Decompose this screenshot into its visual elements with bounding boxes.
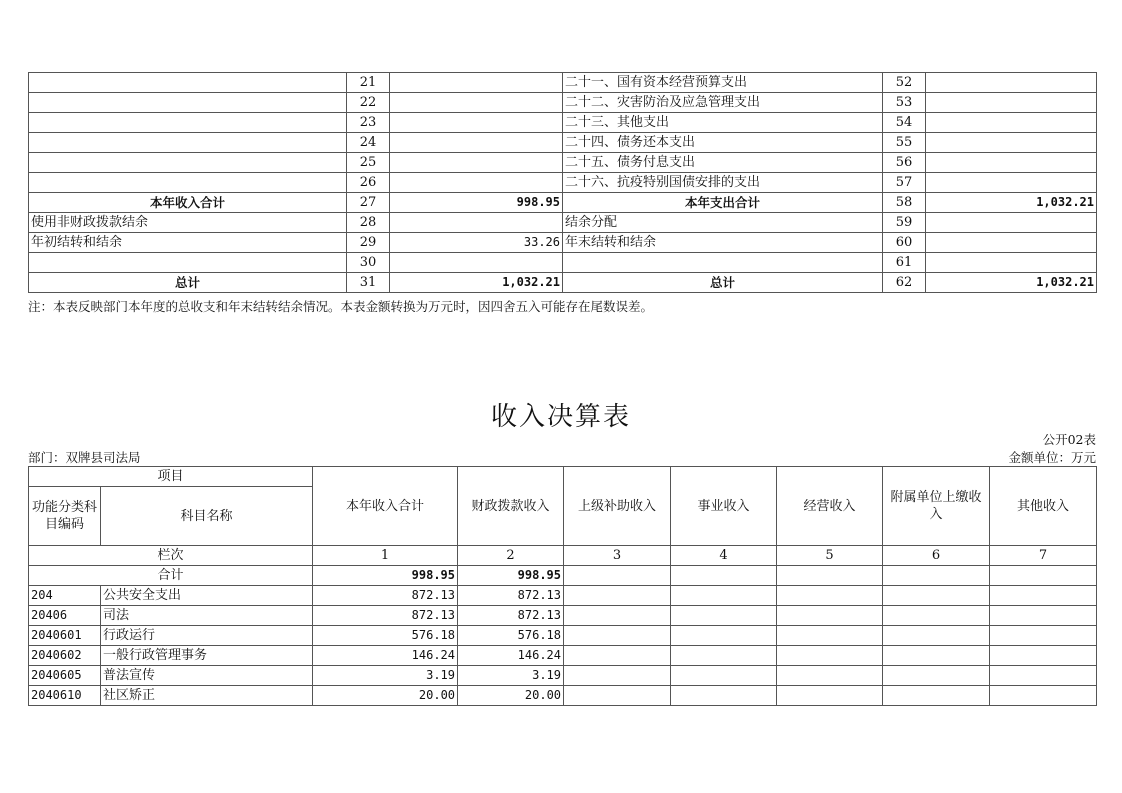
expense-amount: [926, 133, 1097, 153]
expense-item: 结余分配: [563, 213, 883, 233]
column-index: 7: [990, 546, 1097, 566]
expense-line-no: 62: [883, 273, 926, 293]
empty-cell: [564, 666, 671, 686]
header-superior: 上级补助收入: [564, 467, 671, 546]
expense-line-no: 60: [883, 233, 926, 253]
total-amount: 998.95: [313, 566, 458, 586]
subject-code: 2040602: [29, 646, 101, 666]
expense-amount: [926, 253, 1097, 273]
column-index: 3: [564, 546, 671, 566]
income-line-no: 24: [347, 133, 390, 153]
subject-code: 2040605: [29, 666, 101, 686]
expense-line-no: 59: [883, 213, 926, 233]
empty-cell: [883, 666, 990, 686]
empty-cell: [990, 626, 1097, 646]
column-index: 4: [671, 546, 777, 566]
expense-item: 二十四、债务还本支出: [563, 133, 883, 153]
expense-line-no: 54: [883, 113, 926, 133]
income-line-no: 30: [347, 253, 390, 273]
header-operating: 经营收入: [777, 467, 883, 546]
empty-cell: [671, 686, 777, 706]
fiscal-income: 3.19: [458, 666, 564, 686]
empty-cell: [883, 566, 990, 586]
empty-cell: [564, 686, 671, 706]
header-fiscal: 财政拨款收入: [458, 467, 564, 546]
empty-cell: [883, 646, 990, 666]
expense-item: 二十五、债务付息支出: [563, 153, 883, 173]
income-total: 20.00: [313, 686, 458, 706]
fiscal-income: 20.00: [458, 686, 564, 706]
expense-item: 二十二、灾害防治及应急管理支出: [563, 93, 883, 113]
table-row: [29, 273, 1097, 293]
income-item: 总计: [29, 273, 347, 293]
summary-table: [28, 72, 1097, 293]
expense-line-no: 56: [883, 153, 926, 173]
income-line-no: 26: [347, 173, 390, 193]
income-item: [29, 73, 347, 93]
table-row: [29, 113, 1097, 133]
table-row: [29, 626, 1097, 646]
table-row: [29, 133, 1097, 153]
expense-amount: [926, 233, 1097, 253]
subject-name: 行政运行: [101, 626, 313, 646]
income-line-no: 31: [347, 273, 390, 293]
empty-cell: [990, 606, 1097, 626]
column-index: 6: [883, 546, 990, 566]
empty-cell: [564, 586, 671, 606]
subject-name: 社区矫正: [101, 686, 313, 706]
summary-note: 注：本表反映部门本年度的总收支和年末结转结余情况。本表金额转换为万元时，因四舍五入可能存在尾数误差。: [28, 299, 654, 314]
expense-item: 本年支出合计: [563, 193, 883, 213]
department-label: 部门：双牌县司法局: [28, 450, 141, 465]
income-amount: [390, 93, 563, 113]
empty-cell: [777, 586, 883, 606]
expense-amount: [926, 93, 1097, 113]
empty-cell: [671, 666, 777, 686]
empty-cell: [564, 606, 671, 626]
table-row: [29, 93, 1097, 113]
expense-line-no: 53: [883, 93, 926, 113]
table-row: [29, 233, 1097, 253]
empty-cell: [883, 686, 990, 706]
expense-amount: [926, 73, 1097, 93]
income-amount: [390, 253, 563, 273]
income-item: 使用非财政拨款结余: [29, 213, 347, 233]
expense-line-no: 58: [883, 193, 926, 213]
income-item: [29, 153, 347, 173]
column-index: 5: [777, 546, 883, 566]
empty-cell: [671, 586, 777, 606]
expense-item: 二十六、抗疫特别国债安排的支出: [563, 173, 883, 193]
page-title: 收入决算表: [490, 402, 631, 432]
income-amount: [390, 73, 563, 93]
income-total: 872.13: [313, 586, 458, 606]
subject-name: 公共安全支出: [101, 586, 313, 606]
subject-code: 2040601: [29, 626, 101, 646]
empty-cell: [671, 566, 777, 586]
column-index-row: [29, 546, 1097, 566]
fiscal-income: 576.18: [458, 626, 564, 646]
income-item: 年初结转和结余: [29, 233, 347, 253]
expense-line-no: 57: [883, 173, 926, 193]
empty-cell: [777, 646, 883, 666]
table-row: [29, 586, 1097, 606]
empty-cell: [777, 626, 883, 646]
empty-cell: [883, 626, 990, 646]
income-item: [29, 253, 347, 273]
income-total: 872.13: [313, 606, 458, 626]
header-business: 事业收入: [671, 467, 777, 546]
fiscal-income: 146.24: [458, 646, 564, 666]
expense-amount: 1,032.21: [926, 193, 1097, 213]
expense-item: 二十一、国有资本经营预算支出: [563, 73, 883, 93]
empty-cell: [671, 626, 777, 646]
income-line-no: 23: [347, 113, 390, 133]
table-row: [29, 646, 1097, 666]
income-amount: [390, 153, 563, 173]
form-number: 公开02表: [1042, 432, 1096, 447]
empty-cell: [564, 646, 671, 666]
table-row: [29, 193, 1097, 213]
income-amount: 1,032.21: [390, 273, 563, 293]
income-amount: 33.26: [390, 233, 563, 253]
expense-line-no: 61: [883, 253, 926, 273]
expense-amount: [926, 153, 1097, 173]
income-table: [28, 466, 1097, 706]
empty-cell: [990, 646, 1097, 666]
empty-cell: [777, 686, 883, 706]
income-amount: [390, 133, 563, 153]
income-amount: 998.95: [390, 193, 563, 213]
table-row: [29, 606, 1097, 626]
income-item: [29, 113, 347, 133]
empty-cell: [777, 606, 883, 626]
expense-line-no: 55: [883, 133, 926, 153]
header-total: 本年收入合计: [313, 467, 458, 546]
total-fiscal: 998.95: [458, 566, 564, 586]
income-item: [29, 133, 347, 153]
empty-cell: [671, 606, 777, 626]
unit-label: 金额单位：万元: [1008, 450, 1096, 465]
subject-code: 2040610: [29, 686, 101, 706]
empty-cell: [671, 646, 777, 666]
column-index: 1: [313, 546, 458, 566]
fiscal-income: 872.13: [458, 606, 564, 626]
income-line-no: 27: [347, 193, 390, 213]
subject-code: 20406: [29, 606, 101, 626]
expense-item: 总计: [563, 273, 883, 293]
header-project: 项目: [29, 467, 313, 487]
column-index: 2: [458, 546, 564, 566]
income-total: 3.19: [313, 666, 458, 686]
empty-cell: [883, 586, 990, 606]
income-total: 576.18: [313, 626, 458, 646]
expense-item: [563, 253, 883, 273]
header-code: 功能分类科目编码: [29, 487, 101, 546]
income-line-no: 25: [347, 153, 390, 173]
table-row: [29, 253, 1097, 273]
expense-amount: 1,032.21: [926, 273, 1097, 293]
subject-name: 一般行政管理事务: [101, 646, 313, 666]
empty-cell: [777, 666, 883, 686]
total-row: [29, 566, 1097, 586]
income-item: 本年收入合计: [29, 193, 347, 213]
empty-cell: [990, 686, 1097, 706]
fiscal-income: 872.13: [458, 586, 564, 606]
table-row: [29, 173, 1097, 193]
header-other: 其他收入: [990, 467, 1097, 546]
empty-cell: [990, 566, 1097, 586]
expense-item: 年末结转和结余: [563, 233, 883, 253]
income-amount: [390, 173, 563, 193]
total-label: 合计: [29, 566, 313, 586]
empty-cell: [990, 666, 1097, 686]
income-line-no: 28: [347, 213, 390, 233]
empty-cell: [777, 566, 883, 586]
empty-cell: [990, 586, 1097, 606]
subject-code: 204: [29, 586, 101, 606]
header-affiliated: 附属单位上缴收入: [883, 467, 990, 546]
subject-name: 司法: [101, 606, 313, 626]
income-line-no: 21: [347, 73, 390, 93]
table-row: [29, 73, 1097, 93]
income-amount: [390, 113, 563, 133]
income-item: [29, 173, 347, 193]
income-amount: [390, 213, 563, 233]
column-index-label: 栏次: [29, 546, 313, 566]
expense-amount: [926, 113, 1097, 133]
income-total: 146.24: [313, 646, 458, 666]
empty-cell: [883, 606, 990, 626]
empty-cell: [564, 626, 671, 646]
expense-amount: [926, 173, 1097, 193]
header-name: 科目名称: [101, 487, 313, 546]
expense-line-no: 52: [883, 73, 926, 93]
table-row: [29, 213, 1097, 233]
subject-name: 普法宣传: [101, 666, 313, 686]
income-line-no: 29: [347, 233, 390, 253]
expense-item: 二十三、其他支出: [563, 113, 883, 133]
table-row: [29, 686, 1097, 706]
table-row: [29, 153, 1097, 173]
table-row: [29, 666, 1097, 686]
expense-amount: [926, 213, 1097, 233]
income-line-no: 22: [347, 93, 390, 113]
empty-cell: [564, 566, 671, 586]
income-item: [29, 93, 347, 113]
